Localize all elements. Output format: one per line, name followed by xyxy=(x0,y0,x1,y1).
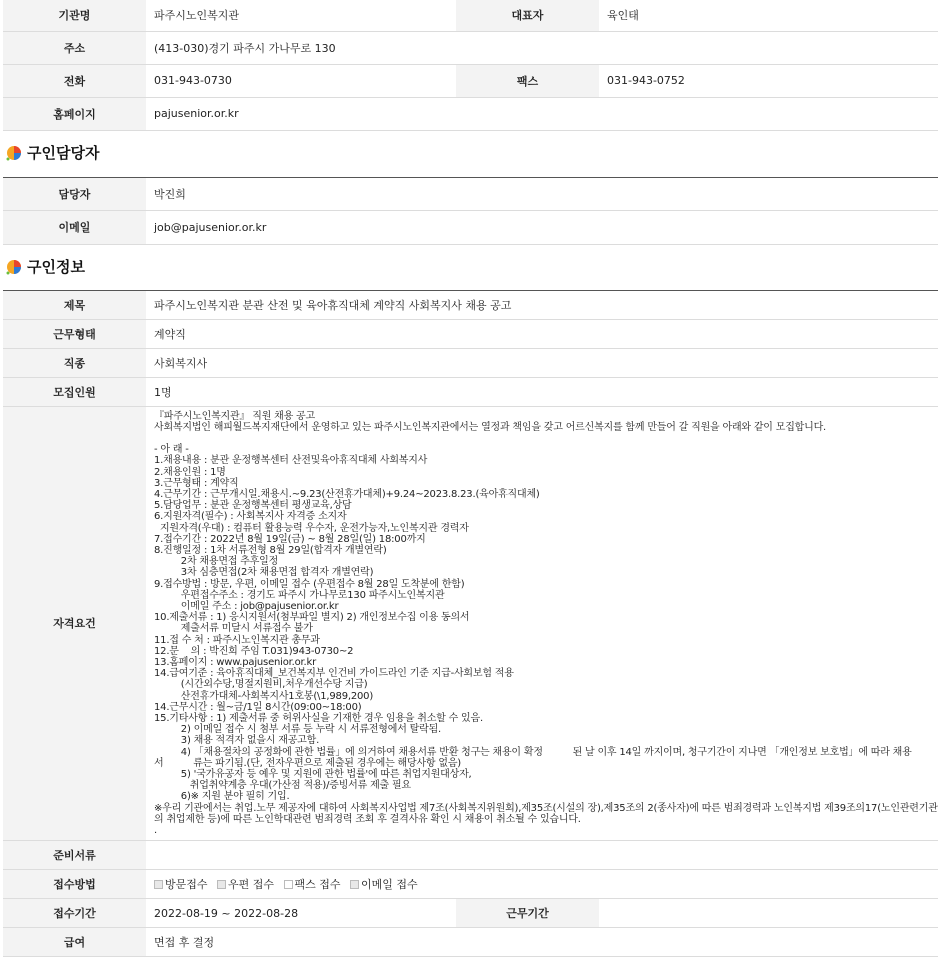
period-value: 2022-08-19 ~ 2022-08-28 xyxy=(146,899,456,928)
documents-label: 준비서류 xyxy=(3,841,146,870)
contact-section-title: 구인담당자 xyxy=(27,143,100,162)
address-value: (413-030)경기 파주시 가나무로 130 xyxy=(146,31,938,64)
checkbox-icon xyxy=(284,880,293,889)
contact-table xyxy=(3,177,938,245)
manager-label: 담당자 xyxy=(3,177,146,210)
method-visit: 방문접수 xyxy=(154,878,208,891)
org-name-label: 기관명 xyxy=(3,0,146,31)
checkbox-icon xyxy=(217,880,226,889)
job-section-title: 구인정보 xyxy=(27,257,85,276)
method-fax: 팩스 접수 xyxy=(284,878,341,891)
manager-value: 박진희 xyxy=(146,177,938,210)
work-type-label: 근무형태 xyxy=(3,319,146,348)
requirements-label: 자격요건 xyxy=(3,406,146,841)
fax-value: 031-943-0752 xyxy=(599,64,938,97)
address-label: 주소 xyxy=(3,31,146,64)
salary-value: 면접 후 결정 xyxy=(146,928,938,957)
occupation-label: 직종 xyxy=(3,348,146,377)
method-label: 접수방법 xyxy=(3,870,146,899)
section-bullet-icon xyxy=(6,259,22,275)
section-bullet-icon xyxy=(6,145,22,161)
period-label: 접수기간 xyxy=(3,899,146,928)
job-title-label: 제목 xyxy=(3,290,146,319)
job-section-header xyxy=(3,245,941,290)
headcount-label: 모집인원 xyxy=(3,377,146,406)
checkbox-icon xyxy=(350,880,359,889)
email-label: 이메일 xyxy=(3,210,146,244)
homepage-value[interactable]: pajusenior.or.kr xyxy=(146,97,938,130)
homepage-label: 홈페이지 xyxy=(3,97,146,130)
checkbox-icon xyxy=(154,880,163,889)
job-title-value: 파주시노인복지관 분관 산전 및 육아휴직대체 계약직 사회복지사 채용 공고 xyxy=(146,290,938,319)
work-type-value: 계약직 xyxy=(146,319,938,348)
occupation-value: 사회복지사 xyxy=(146,348,938,377)
headcount-value: 1명 xyxy=(146,377,938,406)
job-table xyxy=(3,290,938,958)
phone-value: 031-943-0730 xyxy=(146,64,456,97)
method-mail: 우편 접수 xyxy=(217,878,274,891)
org-info-table xyxy=(3,0,938,131)
work-period-label: 근무기간 xyxy=(456,899,599,928)
representative-label: 대표자 xyxy=(456,0,599,31)
fax-label: 팩스 xyxy=(456,64,599,97)
requirements-text: 『파주시노인복지관』 직원 채용 공고 사회복지법인 해피월드복지재단에서 운영하고 있는 파주시노인복지관에서는 열정과 책임을 갖고 어르신복지를 함께 만들어 갈 직원을 아래와 같이 모집합니다. - 아 래 - 1.채용내용 : 분관 운정행복센터 산전및육아휴직대체 사회복지사 2.채용인원 : 1명 3.근무형태 : 계약직 4.근무기간 : 근무개시일.채용시.~9.23(산전휴가대체)+9.24~2023.8.23.(육아휴직대체) 5.담당업무 : 분관 운정행복센터 평생교육,상담 6.지원자격(필수) : 사회복지사 자격증 소지자 지원자격(우대) : 컴퓨터 활용능력 우수자, 운전가능자,노인복지관 경력자 7.접수기간 : 2022년 8월 19일(금) ~ 8월 28일(일) 18:00까지 8.진행일정 : 1차 서류전형 8월 29일(합격자 개별연락) 2차 채용면접 추후일정 3차 심층면접(2차 채용면접 합격자 개별연락) 9.접수방법 : 방문, 우편, 이메일 접수 (우편접수 8월 28일 도착분에 한함) 우편접수주소 : 경기도 파주시 가나무로130 파주시노인복지관 이메일 주소 : job@pajusenior.or.kr 10.제출서류 : 1) 응시지원서(첨부파일 별지) 2) 개인정보수집 이용 동의서 제출서류 미달시 서류접수 불가 11.접 수 처 : 파주시노인복지관 총무과 12.문 의 : 박진희 주임 T.031)943-0730~2 13.홈페이지 : www.pajusenior.or.kr 14.급여기준 : 육아휴직대체_보건복지부 인건비 가이드라인 기준 지급-사회보험 적용 (시간외수당,명절지원비,처우개선수당 지급) 산전휴가대체-사회복지사1호봉(\1,989,200) 14.근무시간 : 월~금/1일 8시간(09:00~18:00) 15.기타사항 : 1) 제출서류 중 허위사실을 기재한 경우 임용을 취소할 수 있음. 2) 이메일 접수 시 첨부 서류 등 누락 시 서류전형에서 탈락됨. 3) 채용 적격자 없을시 재공고함. 4) 「채용절차의 공정화에 관한 법률」에 의거하여 채용서류 반환 청구는 채용이 확정 된 날 이후 14일 까지이며, 청구기간이 지나면 「개인정보 보호법」에 따라 채용 서 류는 파기됨.(단, 전자우편으로 제출된 경우에는 해당사항 없음) 5) '국가유공자 등 예우 및 지원에 관한 법률'에 따른 취업지원대상자, 취업취약계층 우대(가산점 적용)/증빙서류 제출 필요 6)※ 지원 분야 필히 기입. ※우리 기관에서는 취업.노무 제공자에 대하여 사회복지사업법 제7조(사회복지위원회),제35조(시설의 장),제35조의 2(종사자)에 따른 범죄경력과 노인복지법 제39조의17(노인관련기관 의 취업제한 등)에 따른 노인학대관련 범죄경력 조회 후 결격사유 확인 시 채용이 취소될 수 있습니다. . xyxy=(154,410,938,837)
contact-section-header xyxy=(3,131,941,177)
work-period-value xyxy=(599,899,938,928)
representative-value: 육인태 xyxy=(599,0,938,31)
phone-label: 전화 xyxy=(3,64,146,97)
salary-label: 급여 xyxy=(3,928,146,957)
documents-value xyxy=(146,841,938,870)
email-value[interactable]: job@pajusenior.or.kr xyxy=(146,210,938,244)
method-email: 이메일 접수 xyxy=(350,878,418,891)
org-name-value: 파주시노인복지관 xyxy=(146,0,456,31)
method-options xyxy=(146,870,938,899)
